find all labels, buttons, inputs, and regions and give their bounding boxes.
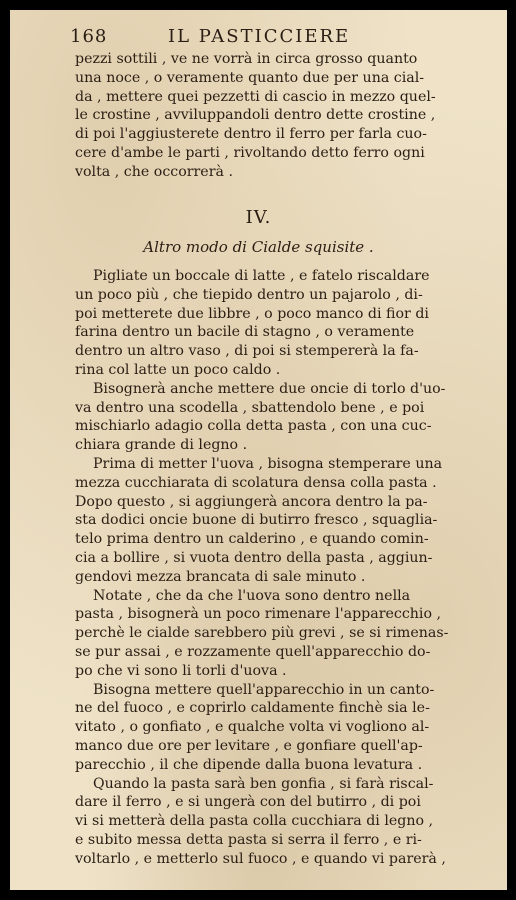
- text-line: mezza cucchiarata di scolatura densa colla pasta .: [75, 474, 437, 491]
- text-line: gendovi mezza brancata di sale minuto .: [75, 568, 366, 585]
- text-line: Pigliate un boccale di latte , e fatelo riscaldare: [93, 268, 430, 284]
- page-number: 168: [70, 26, 108, 47]
- text-line: mischiarlo adagio colla detta pasta , con una cuc-: [75, 418, 432, 435]
- text-line: le crostine , avviluppandoli dentro dette crostine ,: [75, 107, 436, 124]
- text-line: manco due ore per levitare , e gonfiare quell'ap-: [75, 737, 423, 754]
- paragraph: [75, 455, 497, 587]
- paragraph: [75, 380, 497, 455]
- text-line: voltarlo , e metterlo sul fuoco , e quando vi parerà ,: [75, 850, 446, 867]
- text-line: chiara grande di legno .: [75, 437, 248, 454]
- text-line: Notate , che da che l'uova sono dentro nella: [93, 587, 411, 604]
- text-line: cere d'ambe le parti , rivoltando detto ferro ogni: [75, 144, 425, 161]
- text-line: volta , che occorrerà .: [75, 163, 233, 180]
- text-line: cia a bollire , si vuota dentro della pasta , aggiun-: [75, 549, 433, 566]
- section-title: Altro modo di Cialde squisite .: [143, 238, 374, 256]
- text-line: vi si metterà della pasta colla cucchiara di legno ,: [75, 813, 434, 830]
- text-line: dentro un altro vaso , di poi si stempererà la fa-: [75, 343, 419, 360]
- text-line: telo prima dentro un calderino , e quando comin-: [75, 531, 429, 548]
- text-line: pezzi sottili , ve ne vorrà in circa grosso quanto: [75, 51, 418, 67]
- paragraph: [75, 681, 497, 775]
- paragraph: [75, 775, 497, 869]
- text-line: un poco più , che tiepido dentro un pajarolo , di-: [75, 286, 423, 303]
- text-line: poi metterete due libbre , o poco manco di fior di: [75, 305, 429, 322]
- text-line: parecchio , il che dipende dalla buona levatura .: [75, 756, 423, 773]
- text-line: sta dodici oncie buone di butirro fresco , squaglia-: [75, 512, 438, 529]
- text-line: e subito messa detta pasta si serra il ferro , e ri-: [75, 831, 422, 848]
- text-line: Quando la pasta sarà ben gonfia , si farà riscal-: [93, 775, 434, 792]
- top-paragraph: [75, 50, 497, 182]
- text-line: una noce , o veramente quanto due per una cial-: [75, 69, 425, 86]
- text-line: di poi l'aggiusterete dentro il ferro per farla cuo-: [75, 126, 427, 143]
- text-line: Prima di metter l'uova , bisogna stemperare una: [93, 455, 443, 472]
- recipe-body: [75, 267, 497, 869]
- text-line: rina col latte un poco caldo .: [75, 361, 281, 378]
- running-title: IL PASTICCIERE: [168, 26, 351, 47]
- text-line: da , mettere quei pezzetti di cascio in mezzo quel-: [75, 88, 436, 105]
- text-line: Dopo questo , si aggiungerà ancora dentro la pa-: [75, 493, 428, 510]
- text-line: Bisognerà anche mettere due oncie di torlo d'uo-: [93, 380, 446, 397]
- text-line: pasta , bisognerà un poco rimenare l'apparecchio ,: [75, 606, 442, 623]
- text-line: farina dentro un bacile di stagno , o veramente: [75, 324, 415, 341]
- paragraph: [75, 587, 497, 681]
- paragraph: [75, 267, 497, 380]
- text-line: vitato , o gonfiato , e qualche volta vi vogliono al-: [75, 719, 430, 736]
- book-page: [10, 10, 507, 890]
- text-line: va dentro una scodella , sbattendolo bene , e poi: [75, 399, 425, 416]
- text-line: dare il ferro , e si ungerà con del butirro , di poi: [75, 794, 421, 811]
- text-line: Bisogna mettere quell'apparecchio in un canto-: [93, 681, 435, 698]
- text-line: po che vi sono li torli d'uova .: [75, 662, 287, 679]
- text-line: se pur assai , e rozzamente quell'apparecchio do-: [75, 643, 431, 660]
- text-line: ne del fuoco , e coprirlo caldamente finchè sia le-: [75, 700, 430, 717]
- section-number: IV.: [245, 207, 272, 228]
- text-line: perchè le cialde sarebbero più grevi , se si rimenas-: [75, 625, 449, 642]
